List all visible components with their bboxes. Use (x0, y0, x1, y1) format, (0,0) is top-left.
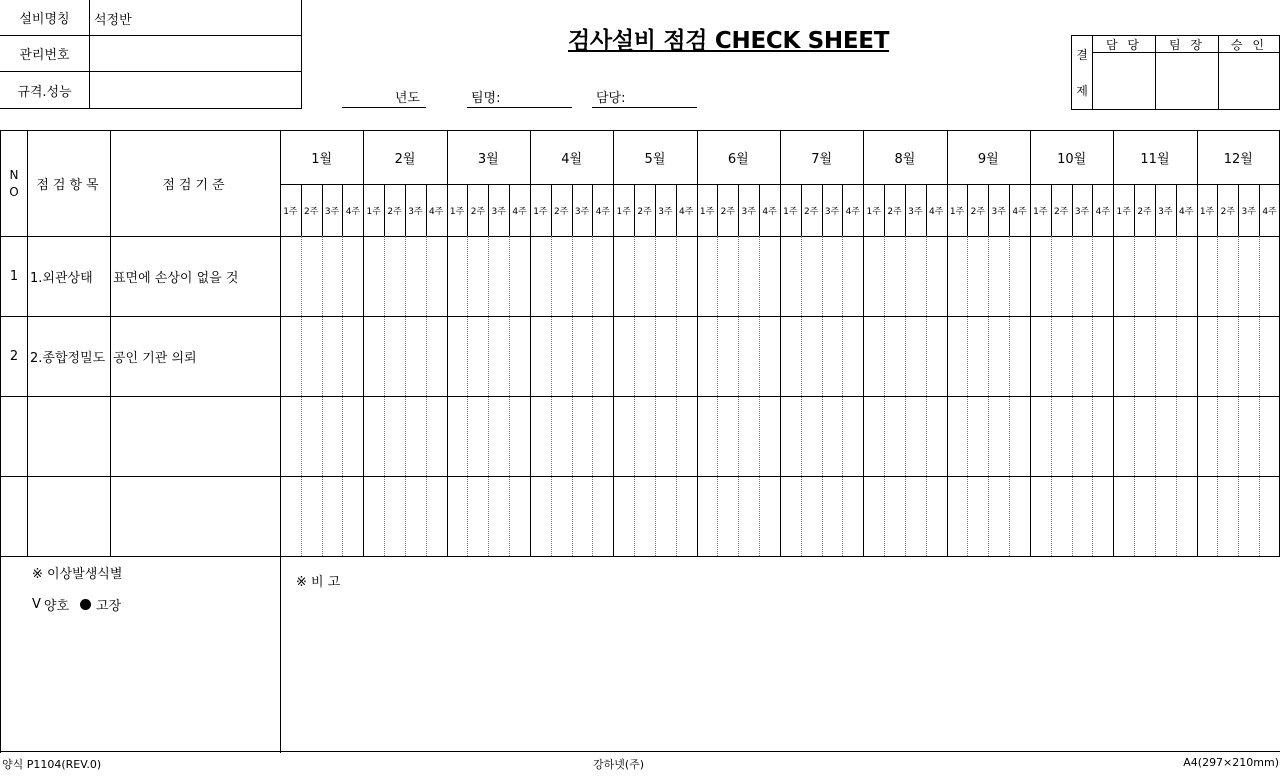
week-header: 1주 (283, 206, 298, 217)
paper-size: A4(297×210mm) (1183, 756, 1279, 769)
week-header: 2주 (554, 206, 569, 217)
week-header: 1주 (866, 206, 881, 217)
week-divider-dotted (1155, 236, 1156, 556)
year-label: 년도 (394, 91, 420, 106)
fault-label: 고장 (96, 599, 122, 614)
row-check-item[interactable]: 2.종합정밀도 (30, 350, 106, 366)
week-divider-dotted (905, 236, 906, 556)
week-divider-dotted (1176, 236, 1177, 556)
good-mark: V (32, 597, 41, 612)
month-header: 6월 (727, 152, 749, 167)
spec-label: 규격.성능 (0, 72, 90, 109)
week-divider-dotted (676, 236, 677, 556)
week-header: 4주 (429, 206, 444, 217)
week-header: 3주 (491, 206, 506, 217)
team-label: 팀명: (471, 91, 501, 106)
week-header: 3주 (1241, 206, 1256, 217)
week-header: 1주 (449, 206, 465, 217)
week-divider-dotted (551, 236, 552, 556)
week-divider-dotted (384, 236, 385, 556)
week-header: 3주 (908, 206, 923, 217)
manager-field[interactable] (592, 89, 697, 108)
month-header: 8월 (894, 152, 916, 167)
week-header: 4주 (929, 206, 944, 217)
row-number (0, 476, 28, 556)
month-header: 7월 (811, 152, 833, 167)
week-divider-dotted (1072, 236, 1073, 556)
month-header: 9월 (977, 152, 999, 167)
week-header: 1주 (1033, 206, 1048, 217)
approval-col-approver[interactable] (1218, 36, 1279, 109)
week-header: 2주 (720, 206, 736, 217)
check-table (0, 130, 1280, 752)
good-label: 양호 (43, 599, 70, 614)
week-header: 2주 (387, 206, 402, 217)
week-header: 4주 (345, 206, 361, 217)
management-number-row (0, 36, 302, 72)
week-divider-dotted (1092, 236, 1093, 556)
week-divider-dotted (988, 236, 989, 556)
company-name: 강하넷(주) (593, 758, 645, 771)
week-header: 1주 (949, 206, 965, 217)
week-header: 3주 (991, 206, 1006, 217)
criteria-column-header: 점검기준 (162, 178, 229, 193)
week-header: 4주 (595, 206, 611, 217)
week-header: 2주 (637, 206, 652, 217)
week-header: 2주 (887, 206, 902, 217)
week-header: 2주 (1137, 206, 1152, 217)
week-divider-dotted (822, 236, 823, 556)
week-header: 4주 (1262, 206, 1277, 217)
remarks-label: ※ 비 고 (296, 575, 341, 590)
week-header: 3주 (1158, 206, 1173, 217)
week-header: 4주 (762, 206, 777, 217)
week-header: 4주 (1012, 206, 1027, 217)
week-header: 1주 (1199, 206, 1215, 217)
week-divider-dotted (426, 236, 427, 556)
row-check-criteria[interactable] (111, 476, 280, 556)
week-header: 3주 (824, 206, 840, 217)
week-header: 1주 (366, 206, 381, 217)
row-check-item[interactable]: 1.외관상태 (30, 270, 93, 286)
week-header: 2주 (804, 206, 819, 217)
week-header: 2주 (1220, 206, 1236, 217)
week-divider-dotted (1134, 236, 1135, 556)
item-column-header: 점검항목 (36, 178, 103, 193)
week-divider-dotted (655, 236, 656, 556)
month-header: 1월 (311, 152, 333, 167)
row-number: 1 (9, 268, 19, 284)
week-header: 1주 (616, 206, 631, 217)
approval-label-top: 결 (1076, 47, 1088, 62)
equipment-info-table (0, 0, 302, 109)
week-header: 1주 (699, 206, 715, 217)
row-check-item[interactable] (28, 476, 111, 556)
approval-col-manager[interactable] (1092, 36, 1155, 109)
row-divider (0, 556, 1280, 557)
week-header: 4주 (679, 206, 694, 217)
legend-marks (32, 595, 122, 614)
approval-box (1071, 35, 1280, 110)
week-header: 3주 (1074, 206, 1090, 217)
no-column-header: NO (9, 167, 19, 199)
approval-label (1072, 36, 1092, 109)
week-divider-dotted (509, 236, 510, 556)
week-divider-dotted (1051, 236, 1052, 556)
week-header: 2주 (970, 206, 986, 217)
week-divider-dotted (926, 236, 927, 556)
month-header: 5월 (644, 152, 666, 167)
week-divider-dotted (884, 236, 885, 556)
week-divider-dotted (1238, 236, 1239, 556)
week-header: 4주 (512, 206, 527, 217)
month-header: 12월 (1223, 152, 1253, 167)
week-header: 3주 (574, 206, 590, 217)
week-divider-dotted (322, 236, 323, 556)
week-header: 3주 (741, 206, 756, 217)
month-header: 4월 (561, 152, 583, 167)
week-divider-dotted (405, 236, 406, 556)
week-header: 4주 (845, 206, 861, 217)
week-divider-dotted (572, 236, 573, 556)
week-divider-dotted (467, 236, 468, 556)
week-divider-dotted (592, 236, 593, 556)
week-divider-dotted (759, 236, 760, 556)
week-divider-dotted (717, 236, 718, 556)
week-divider-dotted (301, 236, 302, 556)
team-field[interactable] (467, 89, 572, 108)
week-divider-dotted (634, 236, 635, 556)
week-header: 2주 (304, 206, 319, 217)
approval-head-approver: 승 인 (1219, 36, 1279, 53)
week-divider-dotted (842, 236, 843, 556)
legend-title: ※ 이상발생식별 (32, 567, 123, 582)
row-number (0, 396, 28, 476)
manager-label: 담당: (596, 91, 626, 106)
year-field[interactable] (342, 89, 426, 108)
week-header: 2주 (1054, 206, 1069, 217)
week-header: 4주 (1095, 206, 1111, 217)
equipment-name-row (0, 0, 302, 36)
week-header: 3주 (324, 206, 340, 217)
page-title: 검사설비 점검 CHECK SHEET (568, 28, 890, 54)
row-check-item[interactable] (28, 396, 111, 476)
row-check-criteria[interactable]: 공인 기관 의뢰 (113, 350, 197, 366)
filled-circle-icon (80, 599, 91, 610)
legend (32, 563, 122, 627)
week-header: 4주 (1179, 206, 1194, 217)
week-divider-dotted (488, 236, 489, 556)
approval-label-bottom: 제 (1076, 84, 1088, 99)
equipment-name-value[interactable]: 석정반 (94, 13, 132, 28)
week-header: 1주 (1116, 206, 1131, 217)
week-divider-dotted (1259, 236, 1260, 556)
week-header: 3주 (658, 206, 673, 217)
month-header: 10월 (1057, 152, 1087, 167)
week-header: 2주 (470, 206, 486, 217)
row-check-criteria[interactable]: 표면에 손상이 없을 것 (113, 270, 239, 286)
week-divider-dotted (967, 236, 968, 556)
week-divider-dotted (801, 236, 802, 556)
approval-head-team-leader: 팀 장 (1156, 36, 1218, 53)
management-number-label: 관리번호 (0, 36, 90, 71)
week-divider-dotted (1217, 236, 1218, 556)
equipment-name-label: 설비명칭 (0, 0, 90, 35)
month-header: 3월 (477, 152, 499, 167)
spec-row (0, 72, 302, 109)
month-header: 11월 (1140, 152, 1170, 167)
week-divider-dotted (738, 236, 739, 556)
month-header: 2월 (394, 152, 416, 167)
approval-col-team-leader[interactable] (1155, 36, 1218, 109)
week-header: 3주 (408, 206, 423, 217)
week-header: 1주 (783, 206, 798, 217)
week-divider-dotted (1009, 236, 1010, 556)
week-header: 1주 (533, 206, 548, 217)
row-check-criteria[interactable] (111, 396, 280, 476)
form-number: 양식 P1104(REV.0) (2, 758, 102, 771)
approval-head-manager: 담 당 (1093, 36, 1155, 53)
row-number: 2 (9, 348, 19, 364)
week-divider-dotted (342, 236, 343, 556)
